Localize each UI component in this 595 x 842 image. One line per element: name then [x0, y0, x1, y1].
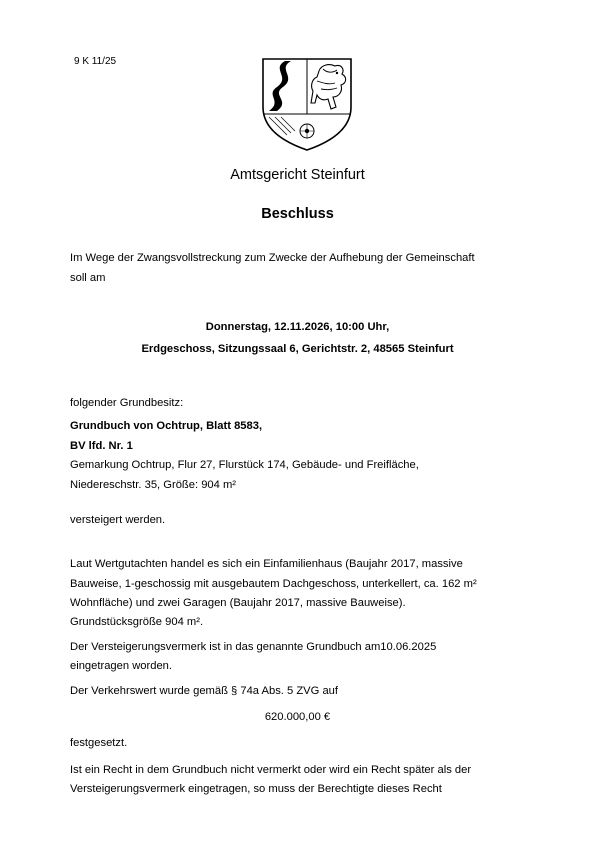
file-number: 9 K 11/25 [74, 56, 117, 67]
value-suffix: festgesetzt. [70, 737, 128, 749]
property-outcome: versteigert werden. [70, 514, 166, 526]
property-parcel: Gemarkung Ochtrup, Flur 27, Flurstück 174, Gebäude- und Freifläche, [70, 459, 419, 471]
nrw-coat-of-arms-icon [257, 55, 357, 152]
decision-title: Beschluss [261, 206, 334, 222]
appointment-date-time: Donnerstag, 12.11.2026, 10:00 Uhr, [205, 321, 390, 333]
registration-line-2: eingetragen worden. [70, 660, 173, 672]
property-label: folgender Grundbesitz: [70, 397, 184, 409]
value-intro: Der Verkehrswert wurde gemäß § 74a Abs. 5 ZVG auf [70, 685, 339, 697]
property-entry: BV lfd. Nr. 1 [70, 440, 133, 452]
court-name: Amtsgericht Steinfurt [230, 167, 365, 183]
appointment-location: Erdgeschoss, Sitzungssaal 6, Gerichtstr. 2, 48565 Steinfurt [141, 343, 454, 355]
closing-line-2: Versteigerungsvermerk eingetragen, so muss der Berechtigte dieses Recht [70, 783, 442, 795]
registration-line-1: Der Versteigerungsvermerk ist in das genannte Grundbuch am10.06.2025 [70, 641, 437, 653]
property-register: Grundbuch von Ochtrup, Blatt 8583, [70, 420, 263, 432]
appraisal-line-1: Laut Wertgutachten handel es sich ein Einfamilienhaus (Baujahr 2017, massive [70, 558, 463, 570]
appraisal-line-4: Grundstücksgröße 904 m². [70, 616, 204, 628]
appraisal-line-3: Wohnfläche) und zwei Garagen (Baujahr 2017, massive Bauweise). [70, 597, 406, 609]
market-value-amount: 620.000,00 € [264, 711, 331, 723]
intro-line-2: soll am [70, 272, 106, 284]
closing-line-1: Ist ein Recht in dem Grundbuch nicht vermerkt oder wird ein Recht später als der [70, 764, 472, 776]
property-address: Niedereschstr. 35, Größe: 904 m² [70, 479, 237, 491]
intro-line-1: Im Wege der Zwangsvollstreckung zum Zwecke der Aufhebung der Gemeinschaft [70, 252, 475, 264]
appraisal-line-2: Bauweise, 1-geschossig mit ausgebautem Dachgeschoss, unterkellert, ca. 162 m² [70, 578, 477, 590]
